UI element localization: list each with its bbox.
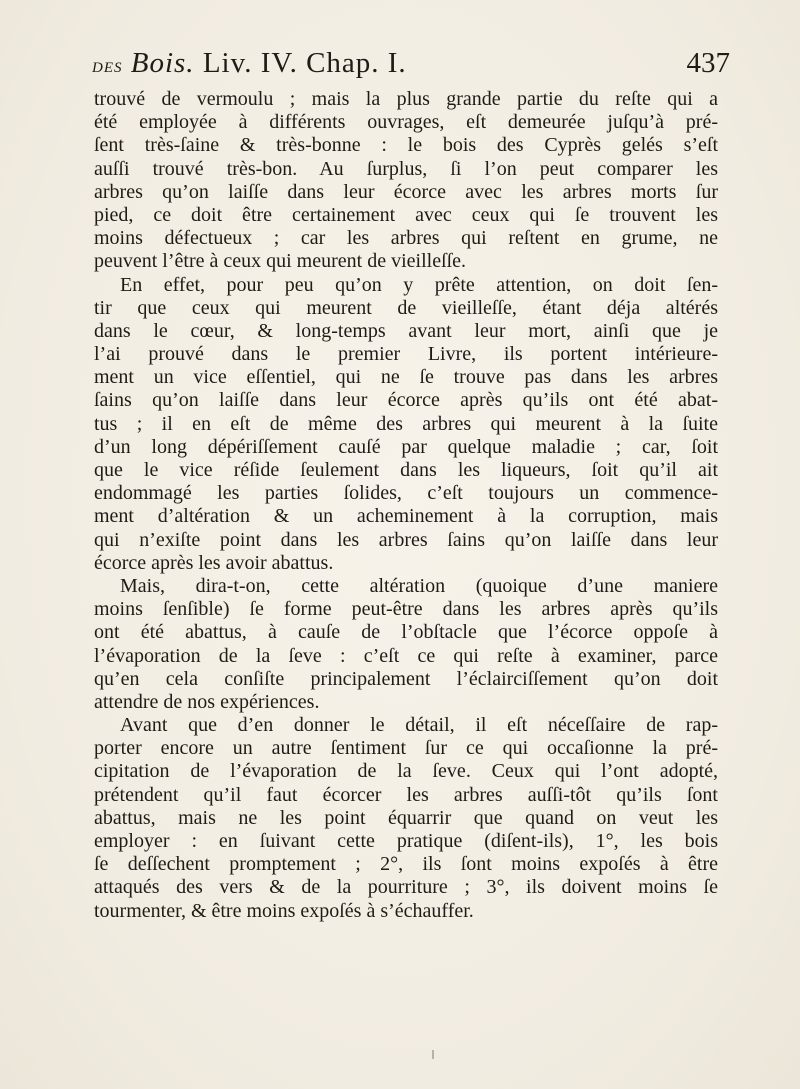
text-line: ment un vice eſſentiel, qui ne ſe trouve pas dans les arbres (94, 366, 718, 389)
text-line: abattus, mais ne les point équarrir que quand on veut les (94, 806, 718, 829)
running-title-word: Bois. (130, 47, 195, 79)
text-line: ont été abattus, à cauſe de l’obſtacle que l’écorce oppoſe à (94, 621, 718, 644)
running-title-rest: Liv. IV. Chap. I. (202, 47, 407, 79)
page-number: 437 (686, 47, 730, 79)
text-line: l’ai prouvé dans le premier Livre, ils portent intérieure- (94, 343, 718, 366)
running-title (92, 42, 407, 86)
text-line: ment d’altération & un acheminement à la corruption, mais (94, 505, 718, 528)
text-line: attaqués des vers & de la pourriture ; 3°, ils doivent moins ſe (94, 876, 718, 899)
text-line: Avant que d’en donner le détail, il eſt néceſſaire de rap- (120, 714, 718, 737)
text-line: l’évaporation de la ſeve : c’eſt ce qui reſte à examiner, parce (94, 644, 718, 667)
text-line: auſſi trouvé très-bon. Au ſurplus, ſi l’on peut comparer les (94, 157, 718, 180)
text-line: été employée à différents ouvrages, eſt demeurée juſqu’à pré- (94, 111, 718, 134)
text-line: tourmenter, & être moins expoſés à s’échauffer. (94, 899, 474, 922)
body-text (94, 88, 718, 923)
text-line: prétendent qu’il faut écorcer les arbres auſſi-tôt qu’ils ſont (94, 783, 718, 806)
text-line: moins ſenſible) ſe forme peut-être dans les arbres après qu’ils (94, 598, 718, 621)
text-line: tus ; il en eſt de même des arbres qui meurent à la ſuite (94, 412, 718, 435)
text-line: Mais, dira-t-on, cette altération (quoique d’une maniere (120, 574, 718, 597)
text-line: d’un long dépériſſement cauſé par quelque maladie ; car, ſoit (94, 435, 718, 458)
text-line: que le vice réſide ſeulement dans les liqueurs, ſoit qu’il ait (94, 459, 718, 481)
text-line: moins défectueux ; car les arbres qui reſtent en grume, ne (94, 227, 718, 250)
text-line: écorce après les avoir abattus. (94, 551, 334, 574)
page-header (92, 42, 730, 92)
text-line: employer : en ſuivant cette pratique (diſent-ils), 1°, les bois (94, 830, 718, 852)
text-line: qui n’exiſte point dans les arbres ſains qu’on laiſſe dans leur (94, 528, 718, 551)
text-line: arbres qu’on laiſſe dans leur écorce avec les arbres morts ſur (94, 180, 718, 203)
text-line: En effet, pour peu qu’on y prête attention, on doit ſen- (120, 273, 718, 296)
text-line: cipitation de l’évaporation de la ſeve. Ceux qui l’ont adopté, (94, 760, 718, 783)
text-line: endommagé les parties ſolides, c’eſt toujours un commence- (94, 482, 718, 505)
text-line: dans le cœur, & long-temps avant leur mort, ainſi que je (94, 319, 718, 342)
text-line: qu’en cela conſiſte principalement l’éclairciſſement qu’on doit (94, 667, 718, 690)
text-line: tir que ceux qui meurent de vieilleſſe, étant déja altérés (94, 296, 718, 319)
text-line: ſent très-ſaine & très-bonne : le bois des Cyprès gelés s’eſt (94, 134, 718, 157)
text-line: ſe deſſechent promptement ; 2°, ils ſont moins expoſés à être (94, 853, 718, 876)
text-line: ſains qu’on laiſſe dans leur écorce après qu’ils ont été abat- (94, 389, 718, 412)
text-line: trouvé de vermoulu ; mais la plus grande partie du reſte qui a (94, 88, 718, 110)
text-line: peuvent l’être à ceux qui meurent de vieilleſſe. (94, 250, 467, 273)
text-line: pied, ce doit être certainement avec ceux qui ſe trouvent les (94, 203, 718, 226)
text-line: porter encore un autre ſentiment ſur ce qui occaſionne la pré- (94, 737, 718, 760)
text-line: attendre de nos expériences. (94, 690, 320, 713)
running-title-small: des (92, 52, 123, 77)
paper-mark (432, 1050, 434, 1059)
